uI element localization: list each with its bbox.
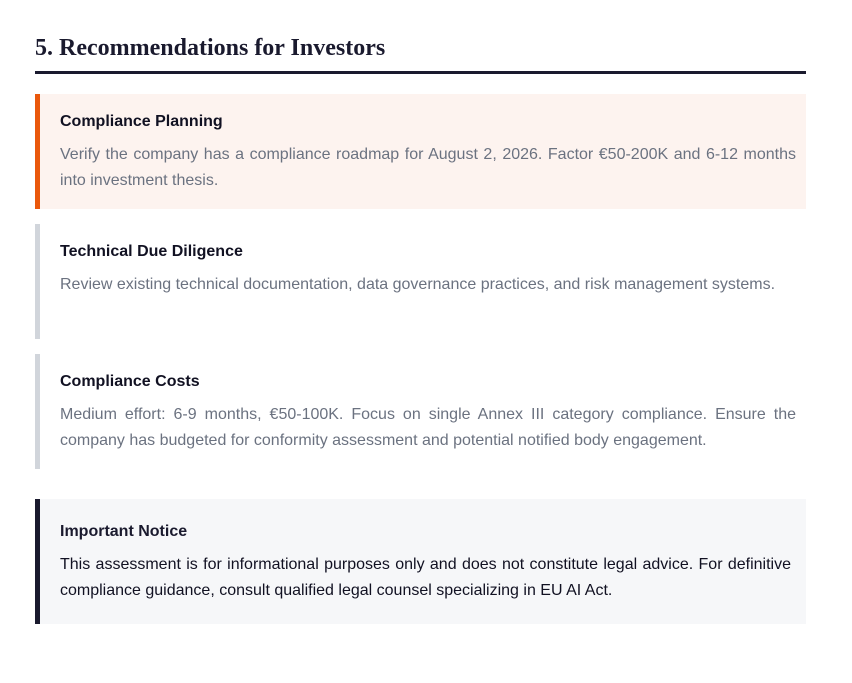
recommendation-card-compliance-planning xyxy=(35,94,806,209)
title-divider xyxy=(35,71,806,74)
card-body: Verify the company has a compliance roadmap for August 2, 2026. Factor €50-200K and 6-12 months into investment thesis. xyxy=(60,146,796,189)
recommendation-card-technical-due-diligence xyxy=(35,224,806,339)
section-title: 5. Recommendations for Investors xyxy=(35,35,386,61)
recommendation-card-compliance-costs xyxy=(35,354,806,469)
notice-title: Important Notice xyxy=(60,523,188,540)
card-title: Technical Due Diligence xyxy=(60,243,243,260)
notice-body: This assessment is for informational purposes only and does not constitute legal advice. For definitive compliance guidance, consult qualified legal counsel specializing in EU AI Act. xyxy=(60,556,791,599)
important-notice xyxy=(35,499,806,624)
card-title: Compliance Costs xyxy=(60,373,200,390)
card-title: Compliance Planning xyxy=(60,113,223,130)
card-body: Medium effort: 6-9 months, €50-100K. Focus on single Annex III category compliance. Ensure the company has budgeted for conformity assessment and potential notified body engagement. xyxy=(60,406,796,449)
card-body: Review existing technical documentation, data governance practices, and risk management systems. xyxy=(60,276,776,293)
